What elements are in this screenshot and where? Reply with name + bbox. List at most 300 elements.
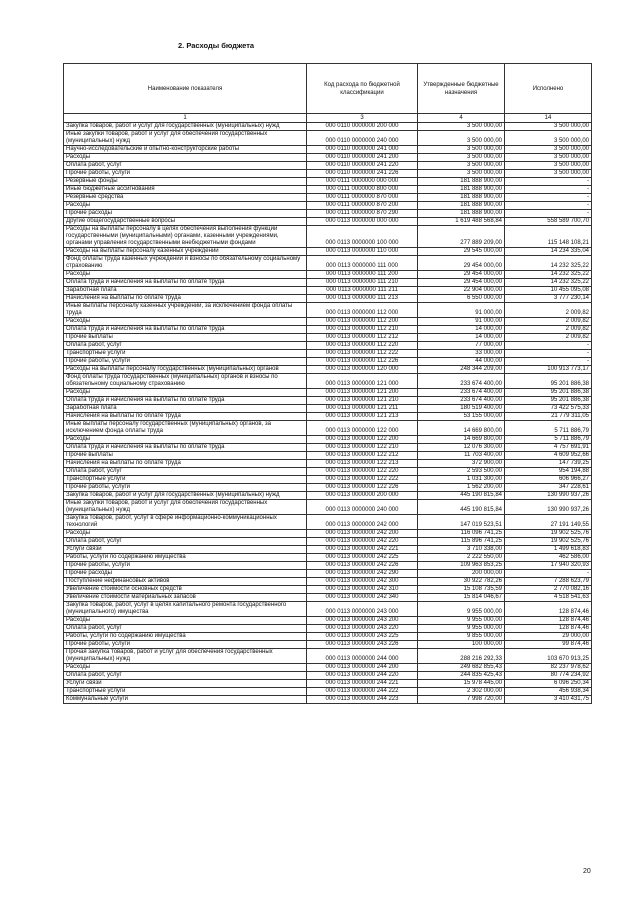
row-approved: 29 454 000,00 — [418, 256, 505, 271]
table-row — [64, 318, 592, 326]
row-approved: 200 000,00 — [418, 570, 505, 578]
table-row — [64, 476, 592, 484]
row-executed: - — [505, 194, 592, 202]
table-row — [64, 460, 592, 468]
row-executed: 14 232 325,22 — [505, 256, 592, 271]
row-name: Расходы — [64, 389, 307, 397]
row-approved: 445 190 815,84 — [418, 500, 505, 515]
table-row — [64, 633, 592, 641]
row-approved: 15 814 046,67 — [418, 594, 505, 602]
table-row — [64, 515, 592, 530]
row-approved: 100 000,00 — [418, 641, 505, 649]
row-name: Услуги связи — [64, 680, 307, 688]
table-row — [64, 546, 592, 554]
row-name: Оплата труда и начисления на выплаты по оплате труда — [64, 279, 307, 287]
row-approved: 3 500 000,00 — [418, 146, 505, 154]
row-name: Научно-исследовательские и опытно-конструкторские работы — [64, 146, 307, 154]
table-row — [64, 452, 592, 460]
row-name: Фонд оплаты труда казенных учреждений и взносы по обязательному социальному страхованию — [64, 256, 307, 271]
row-name: Расходы — [64, 271, 307, 279]
row-code: 000 0113 0000000 121 210 — [307, 397, 418, 405]
row-executed: - — [505, 350, 592, 358]
row-executed: - — [505, 342, 592, 350]
row-approved: 2 222 550,00 — [418, 554, 505, 562]
row-code: 000 0111 0000000 000 000 — [307, 178, 418, 186]
row-executed: - — [505, 202, 592, 210]
row-executed: 5 711 886,79 — [505, 436, 592, 444]
row-name: Расходы — [64, 664, 307, 672]
row-executed: 27 191 149,55 — [505, 515, 592, 530]
row-approved: 14 669 800,00 — [418, 436, 505, 444]
row-executed: 7 288 623,79 — [505, 578, 592, 586]
row-code: 000 0113 0000000 244 222 — [307, 688, 418, 696]
column-number-row — [64, 114, 592, 123]
row-approved: 181 888 900,00 — [418, 202, 505, 210]
row-approved: 44 000,00 — [418, 358, 505, 366]
row-name: Прочие расходы — [64, 210, 307, 218]
row-executed: 558 589 700,70 — [505, 218, 592, 226]
row-executed: 14 232 325,22 — [505, 271, 592, 279]
row-name: Резервные фонды — [64, 178, 307, 186]
row-executed: 2 009,82 — [505, 318, 592, 326]
table-row — [64, 594, 592, 602]
row-name: Работы, услуги по содержанию имущества — [64, 554, 307, 562]
row-approved: 181 888 900,00 — [418, 210, 505, 218]
table-row — [64, 586, 592, 594]
table-row — [64, 413, 592, 421]
row-name: Иные выплаты персоналу казенных учреждений, за исключением фонда оплаты труда — [64, 303, 307, 318]
row-executed: 3 410 431,75 — [505, 696, 592, 704]
row-code: 000 0113 0000000 244 200 — [307, 664, 418, 672]
row-code: 000 0113 0000000 243 200 — [307, 617, 418, 625]
row-name: Оплата работ, услуг — [64, 468, 307, 476]
row-name: Начисления на выплаты по оплате труда — [64, 295, 307, 303]
row-executed: 73 422 575,33 — [505, 405, 592, 413]
row-code: 000 0113 0000000 200 000 — [307, 492, 418, 500]
row-name: Коммунальные услуги — [64, 696, 307, 704]
row-name: Оплата труда и начисления на выплаты по оплате труда — [64, 444, 307, 452]
row-code: 000 0113 0000000 242 220 — [307, 538, 418, 546]
row-approved: 3 500 000,00 — [418, 162, 505, 170]
table-row — [64, 326, 592, 334]
row-name: Прочие выплаты — [64, 334, 307, 342]
row-name: Увеличение стоимости основных средств — [64, 586, 307, 594]
row-approved: 33 000,00 — [418, 350, 505, 358]
row-executed: 103 670 913,25 — [505, 649, 592, 664]
row-name: Другие общегосударственные вопросы — [64, 218, 307, 226]
row-executed: 130 990 937,26 — [505, 500, 592, 515]
table-row — [64, 366, 592, 374]
row-name: Иные бюджетные ассигнования — [64, 186, 307, 194]
table-row — [64, 131, 592, 146]
row-name: Оплата работ, услуг — [64, 162, 307, 170]
table-row — [64, 271, 592, 279]
row-executed: 10 455 095,08 — [505, 287, 592, 295]
row-code: 000 0111 0000000 870 200 — [307, 202, 418, 210]
row-name: Расходы — [64, 154, 307, 162]
table-row — [64, 186, 592, 194]
row-approved: 14 669 800,00 — [418, 421, 505, 436]
row-code: 000 0113 0000000 111 210 — [307, 279, 418, 287]
row-approved: 9 955 000,00 — [418, 617, 505, 625]
row-name: Резервные средства — [64, 194, 307, 202]
row-name: Иные закупки товаров, работ и услуг для обеспечения государственных (муниципальных) нужд — [64, 131, 307, 146]
row-approved: 91 000,00 — [418, 318, 505, 326]
row-approved: 249 682 855,43 — [418, 664, 505, 672]
table-row — [64, 194, 592, 202]
row-approved: 233 674 400,00 — [418, 389, 505, 397]
row-code: 000 0111 0000000 870 290 — [307, 210, 418, 218]
row-name: Прочие выплаты — [64, 452, 307, 460]
header-name: Наименование показателя — [64, 64, 307, 114]
row-code: 000 0111 0000000 800 000 — [307, 186, 418, 194]
row-name: Работы, услуги по содержанию имущества — [64, 633, 307, 641]
row-name: Прочие расходы — [64, 570, 307, 578]
row-executed: 2 009,82 — [505, 326, 592, 334]
table-row — [64, 256, 592, 271]
row-approved: 115 896 741,25 — [418, 538, 505, 546]
row-code: 000 0113 0000000 111 000 — [307, 256, 418, 271]
row-code: 000 0113 0000000 242 221 — [307, 546, 418, 554]
row-code: 000 0110 0000000 241 220 — [307, 162, 418, 170]
row-executed: 3 777 230,14 — [505, 295, 592, 303]
row-executed: 95 201 886,38 — [505, 397, 592, 405]
table-row — [64, 226, 592, 248]
table-row — [64, 664, 592, 672]
table-row — [64, 397, 592, 405]
row-approved: 2 593 500,00 — [418, 468, 505, 476]
row-code: 000 0113 0000000 242 340 — [307, 594, 418, 602]
row-executed: 19 902 525,76 — [505, 530, 592, 538]
row-approved: 15 108 735,59 — [418, 586, 505, 594]
row-code: 000 0110 0000000 241 200 — [307, 154, 418, 162]
row-code: 000 0110 0000000 241 000 — [307, 146, 418, 154]
row-executed: 347 228,61 — [505, 484, 592, 492]
row-approved: 181 888 900,00 — [418, 178, 505, 186]
row-code: 000 0113 0000000 242 000 — [307, 515, 418, 530]
row-executed: 606 966,27 — [505, 476, 592, 484]
table-row — [64, 530, 592, 538]
row-executed: 3 500 000,00 — [505, 123, 592, 131]
row-executed: 82 237 978,62 — [505, 664, 592, 672]
table-row — [64, 358, 592, 366]
table-row — [64, 350, 592, 358]
row-executed: 954 194,88 — [505, 468, 592, 476]
table-row — [64, 617, 592, 625]
row-code: 000 0113 0000000 122 212 — [307, 452, 418, 460]
table-row — [64, 342, 592, 350]
row-executed: 1 499 618,83 — [505, 546, 592, 554]
row-code: 000 0113 0000000 121 200 — [307, 389, 418, 397]
row-approved: 11 703 400,00 — [418, 452, 505, 460]
row-code: 000 0113 0000000 111 211 — [307, 287, 418, 295]
row-executed: - — [505, 186, 592, 194]
row-code: 000 0113 0000000 000 000 — [307, 218, 418, 226]
row-name: Прочие работы, услуги — [64, 170, 307, 178]
row-approved: 9 855 000,00 — [418, 633, 505, 641]
row-code: 000 0113 0000000 242 226 — [307, 562, 418, 570]
row-name: Транспортные услуги — [64, 476, 307, 484]
column-number: 4 — [418, 114, 505, 123]
header-approved: Утвержденные бюджетные назначения — [418, 64, 505, 114]
row-executed: 115 148 108,21 — [505, 226, 592, 248]
row-name: Поступление нефинансовых активов — [64, 578, 307, 586]
row-approved: 445 190 815,84 — [418, 492, 505, 500]
table-row — [64, 538, 592, 546]
row-approved: 29 545 000,00 — [418, 248, 505, 256]
table-row — [64, 287, 592, 295]
row-executed: 3 500 000,00 — [505, 131, 592, 146]
row-approved: 29 454 000,00 — [418, 271, 505, 279]
row-name: Расходы — [64, 617, 307, 625]
row-code: 000 0113 0000000 111 200 — [307, 271, 418, 279]
table-row — [64, 492, 592, 500]
row-approved: 7 998 720,00 — [418, 696, 505, 704]
table-row — [64, 303, 592, 318]
row-code: 000 0113 0000000 242 200 — [307, 530, 418, 538]
row-code: 000 0113 0000000 122 200 — [307, 436, 418, 444]
table-row — [64, 279, 592, 287]
table-row — [64, 500, 592, 515]
table-row — [64, 641, 592, 649]
table-row — [64, 484, 592, 492]
row-name: Прочая закупка товаров, работ и услуг для обеспечения государственных (муниципальных) нужд — [64, 649, 307, 664]
table-row — [64, 146, 592, 154]
row-approved: 3 710 338,00 — [418, 546, 505, 554]
row-executed: 2 770 082,16 — [505, 586, 592, 594]
row-name: Закупка товаров, работ и услуг для государственных (муниципальных) нужд — [64, 492, 307, 500]
row-approved: 1 031 300,00 — [418, 476, 505, 484]
row-executed: - — [505, 358, 592, 366]
row-approved: 288 216 292,33 — [418, 649, 505, 664]
expenses-table — [63, 63, 592, 704]
table-row — [64, 202, 592, 210]
row-approved: 12 076 300,00 — [418, 444, 505, 452]
row-approved: 233 674 400,00 — [418, 397, 505, 405]
row-approved: 372 900,00 — [418, 460, 505, 468]
table-row — [64, 562, 592, 570]
row-code: 000 0113 0000000 111 213 — [307, 295, 418, 303]
row-executed: 3 500 000,00 — [505, 146, 592, 154]
table-row — [64, 436, 592, 444]
table-row — [64, 248, 592, 256]
table-row — [64, 154, 592, 162]
row-executed: - — [505, 178, 592, 186]
table-row — [64, 578, 592, 586]
row-code: 000 0113 0000000 243 226 — [307, 641, 418, 649]
row-name: Оплата работ, услуг — [64, 538, 307, 546]
row-executed: 19 902 525,76 — [505, 538, 592, 546]
row-code: 000 0113 0000000 242 310 — [307, 586, 418, 594]
table-row — [64, 649, 592, 664]
row-name: Расходы — [64, 318, 307, 326]
row-approved: 30 922 782,26 — [418, 578, 505, 586]
row-executed: 3 500 000,00 — [505, 154, 592, 162]
row-code: 000 0113 0000000 122 213 — [307, 460, 418, 468]
row-executed: 95 201 886,38 — [505, 389, 592, 397]
row-code: 000 0110 0000000 200 000 — [307, 123, 418, 131]
row-approved: 116 096 741,25 — [418, 530, 505, 538]
row-name: Начисления на выплаты по оплате труда — [64, 413, 307, 421]
row-approved: 15 978 445,00 — [418, 680, 505, 688]
table-row — [64, 162, 592, 170]
row-approved: 91 000,00 — [418, 303, 505, 318]
row-name: Транспортные услуги — [64, 350, 307, 358]
row-code: 000 0113 0000000 110 000 — [307, 248, 418, 256]
table-row — [64, 405, 592, 413]
table-row — [64, 334, 592, 342]
row-code: 000 0113 0000000 244 220 — [307, 672, 418, 680]
table-row — [64, 625, 592, 633]
row-approved: 14 000,00 — [418, 334, 505, 342]
row-executed: 3 500 000,00 — [505, 170, 592, 178]
column-number: 1 — [64, 114, 307, 123]
row-code: 000 0113 0000000 243 000 — [307, 602, 418, 617]
table-row — [64, 178, 592, 186]
row-code: 000 0113 0000000 122 222 — [307, 476, 418, 484]
row-approved: 14 000,00 — [418, 326, 505, 334]
row-executed: 456 938,34 — [505, 688, 592, 696]
row-approved: 3 500 000,00 — [418, 131, 505, 146]
row-executed: 128 874,46 — [505, 625, 592, 633]
row-name: Иные закупки товаров, работ и услуг для обеспечения государственных (муниципальных) нужд — [64, 500, 307, 515]
row-name: Оплата труда и начисления на выплаты по оплате труда — [64, 326, 307, 334]
row-code: 000 0113 0000000 242 300 — [307, 578, 418, 586]
row-name: Оплата работ, услуг — [64, 672, 307, 680]
table-row — [64, 374, 592, 389]
row-code: 000 0111 0000000 870 000 — [307, 194, 418, 202]
row-approved: 181 888 900,00 — [418, 186, 505, 194]
row-executed: 6 096 250,34 — [505, 680, 592, 688]
row-code: 000 0113 0000000 120 000 — [307, 366, 418, 374]
table-row — [64, 123, 592, 131]
row-executed: 2 009,82 — [505, 334, 592, 342]
row-name: Оплата работ, услуг — [64, 625, 307, 633]
row-name: Закупка товаров, работ и услуг для государственных (муниципальных) нужд — [64, 123, 307, 131]
row-executed: 147 739,25 — [505, 460, 592, 468]
table-row — [64, 218, 592, 226]
row-code: 000 0113 0000000 244 000 — [307, 649, 418, 664]
header-code: Код расхода по бюджетной классификации — [307, 64, 418, 114]
row-executed: 4 518 541,63 — [505, 594, 592, 602]
row-executed: 14 232 325,22 — [505, 279, 592, 287]
row-name: Фонд оплаты труда государственных (муниципальных) органов и взносы по обязательному социальному страхованию — [64, 374, 307, 389]
row-name: Расходы на выплаты персоналу государственных (муниципальных) органов — [64, 366, 307, 374]
row-code: 000 0113 0000000 244 221 — [307, 680, 418, 688]
row-code: 000 0113 0000000 112 212 — [307, 334, 418, 342]
row-name: Расходы на выплаты персоналу в целях обеспечения выполнения функций государственными (муниципальными) органами, казенными учреждениями, органами управления государственными внебюджетными фондами — [64, 226, 307, 248]
row-executed: 29 000,00 — [505, 633, 592, 641]
table-row — [64, 444, 592, 452]
row-name: Расходы на выплаты персоналу казенных учреждений — [64, 248, 307, 256]
table-row — [64, 602, 592, 617]
row-name: Закупка товаров, работ, услуг в целях капитального ремонта государственного (муниципального) имущества — [64, 602, 307, 617]
row-approved: 1 619 488 568,84 — [418, 218, 505, 226]
row-executed: - — [505, 210, 592, 218]
column-number: 14 — [505, 114, 592, 123]
row-executed: 4 757 691,91 — [505, 444, 592, 452]
row-approved: 180 519 400,00 — [418, 405, 505, 413]
row-approved: 277 889 209,00 — [418, 226, 505, 248]
row-executed: 5 711 886,79 — [505, 421, 592, 436]
row-approved: 9 955 000,00 — [418, 602, 505, 617]
row-approved: 3 500 000,00 — [418, 154, 505, 162]
table-row — [64, 295, 592, 303]
row-code: 000 0113 0000000 243 225 — [307, 633, 418, 641]
row-executed: 3 500 000,00 — [505, 162, 592, 170]
row-executed: 2 009,82 — [505, 303, 592, 318]
row-approved: 9 955 000,00 — [418, 625, 505, 633]
row-approved: 22 904 000,00 — [418, 287, 505, 295]
table-row — [64, 688, 592, 696]
row-code: 000 0113 0000000 242 290 — [307, 570, 418, 578]
page-number: 20 — [583, 868, 591, 875]
row-executed: 99 874,46 — [505, 641, 592, 649]
row-code: 000 0113 0000000 121 000 — [307, 374, 418, 389]
row-code: 000 0113 0000000 122 000 — [307, 421, 418, 436]
row-approved: 3 500 000,00 — [418, 123, 505, 131]
table-row — [64, 389, 592, 397]
row-name: Закупка товаров, работ, услуг в сфере информационно-коммуникационных технологий — [64, 515, 307, 530]
row-code: 000 0113 0000000 244 223 — [307, 696, 418, 704]
row-name: Прочие работы, услуги — [64, 484, 307, 492]
table-row — [64, 554, 592, 562]
row-code: 000 0110 0000000 241 226 — [307, 170, 418, 178]
row-approved: 2 302 000,00 — [418, 688, 505, 696]
row-executed: - — [505, 570, 592, 578]
row-executed: 21 779 311,05 — [505, 413, 592, 421]
row-code: 000 0113 0000000 112 200 — [307, 318, 418, 326]
header-executed: Исполнено — [505, 64, 592, 114]
row-name: Прочие работы, услуги — [64, 562, 307, 570]
row-executed: 128 874,46 — [505, 617, 592, 625]
row-name: Оплата труда и начисления на выплаты по оплате труда — [64, 397, 307, 405]
row-code: 000 0113 0000000 112 220 — [307, 342, 418, 350]
row-code: 000 0110 0000000 240 000 — [307, 131, 418, 146]
row-executed: 100 913 773,17 — [505, 366, 592, 374]
row-approved: 53 155 000,00 — [418, 413, 505, 421]
row-name: Увеличение стоимости материальных запасов — [64, 594, 307, 602]
row-code: 000 0113 0000000 121 213 — [307, 413, 418, 421]
row-approved: 29 454 000,00 — [418, 279, 505, 287]
row-executed: 95 201 886,38 — [505, 374, 592, 389]
row-name: Транспортные услуги — [64, 688, 307, 696]
row-code: 000 0113 0000000 121 211 — [307, 405, 418, 413]
row-executed: 130 990 937,26 — [505, 492, 592, 500]
table-header-row — [64, 64, 592, 114]
row-code: 000 0113 0000000 243 220 — [307, 625, 418, 633]
row-executed: 14 234 335,04 — [505, 248, 592, 256]
row-executed: 128 874,46 — [505, 602, 592, 617]
row-approved: 77 000,00 — [418, 342, 505, 350]
row-name: Начисления на выплаты по оплате труда — [64, 460, 307, 468]
row-code: 000 0113 0000000 100 000 — [307, 226, 418, 248]
table-row — [64, 210, 592, 218]
row-executed: 17 940 320,93 — [505, 562, 592, 570]
row-code: 000 0113 0000000 122 210 — [307, 444, 418, 452]
row-approved: 109 963 853,25 — [418, 562, 505, 570]
table-row — [64, 421, 592, 436]
row-approved: 3 500 000,00 — [418, 170, 505, 178]
row-code: 000 0113 0000000 122 226 — [307, 484, 418, 492]
row-name: Расходы — [64, 530, 307, 538]
row-approved: 1 562 200,00 — [418, 484, 505, 492]
table-row — [64, 570, 592, 578]
row-name: Расходы — [64, 202, 307, 210]
section-title: 2. Расходы бюджета — [178, 41, 255, 50]
row-name: Заработная плата — [64, 287, 307, 295]
row-code: 000 0113 0000000 112 210 — [307, 326, 418, 334]
